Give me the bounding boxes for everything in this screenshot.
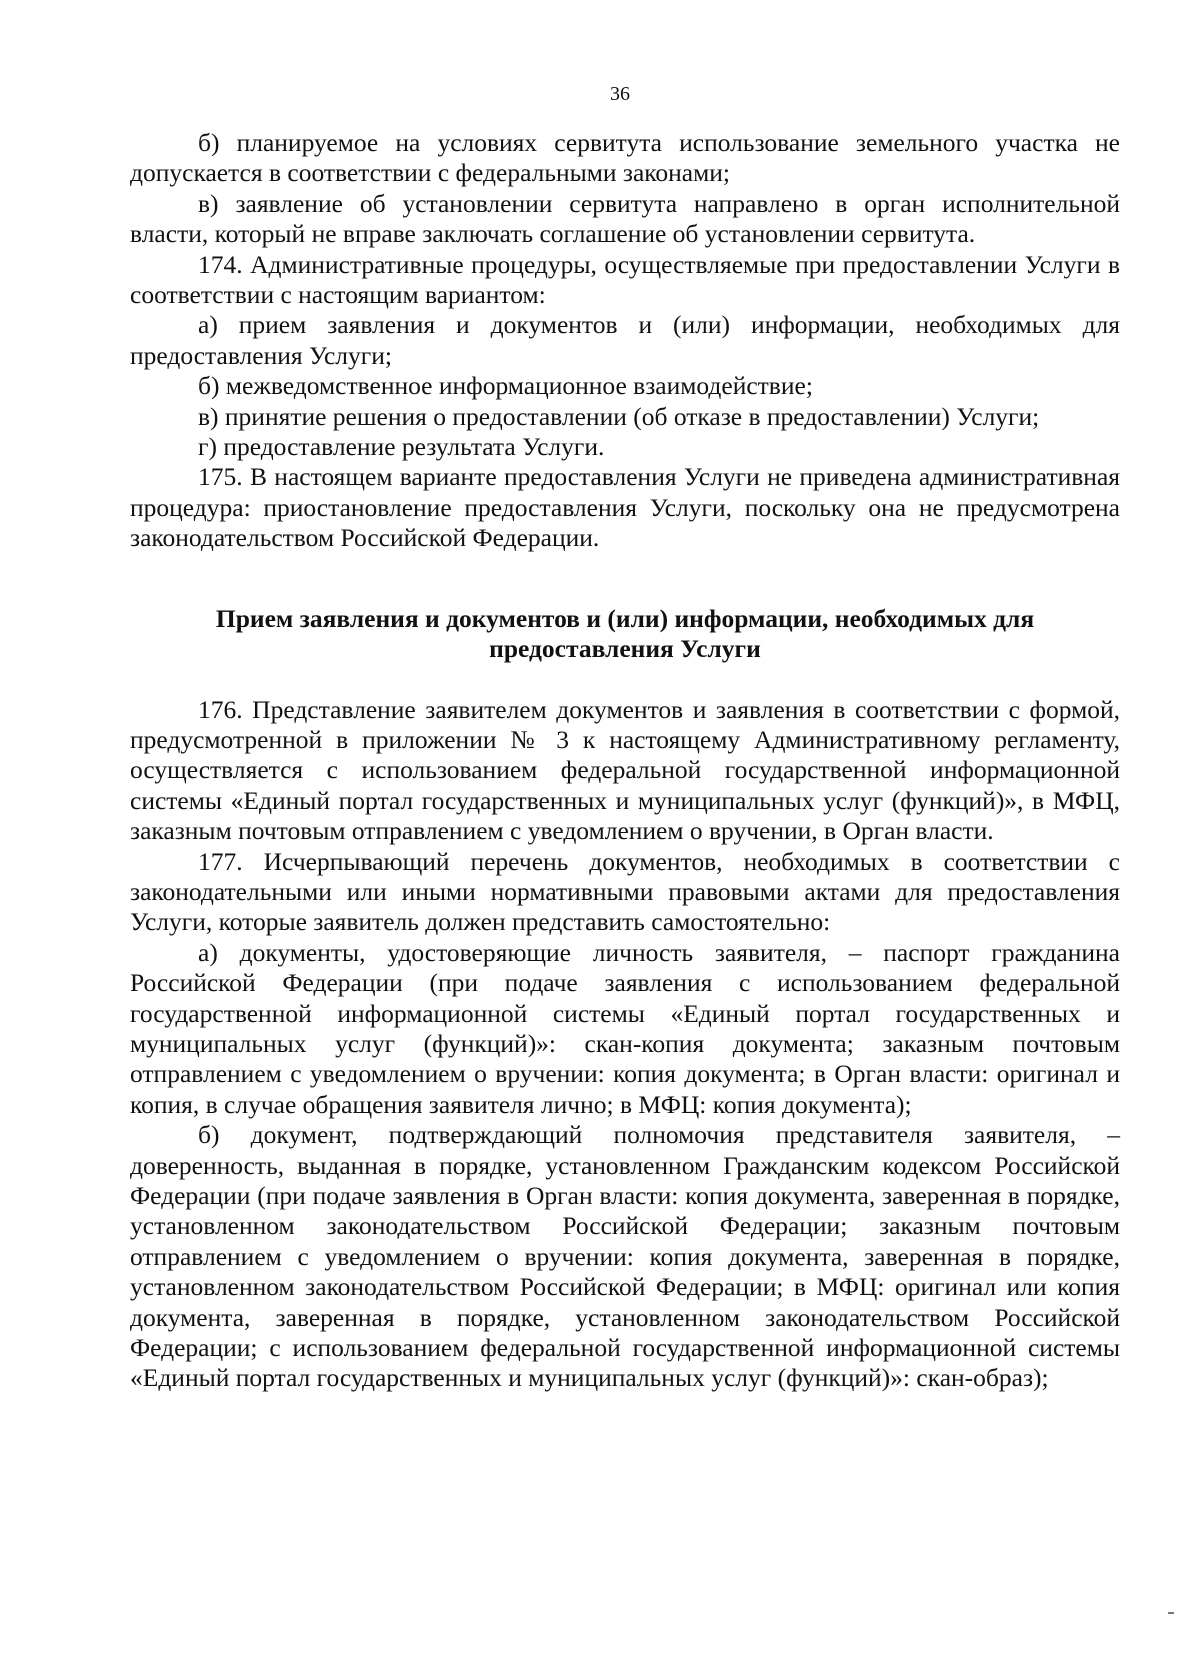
paragraph: 176. Представление заявителем документов и заявления в соответствии с формой, предусмотренной в приложении № 3 к настоящему Административному регламенту, осуществляется с использованием федеральной государственной информационной системы «Единый портал государственных и муниципальных услуг (функций)», в МФЦ, заказным почтовым отправлением с уведомлением о вручении, в Орган власти. bbox=[130, 694, 1120, 846]
paragraph: а) документы, удостоверяющие личность заявителя, – паспорт гражданина Российской Федерации (при подаче заявления с использованием федеральной государственной информационной системы «Единый портал государственных и муниципальных услуг (функций)»: скан-копия документа; заказным почтовым отправлением с уведомлением о вручении: копия документа; в Орган власти: оригинал и копия, в случае обращения заявителя лично; в МФЦ: копия документа); bbox=[130, 937, 1120, 1119]
spacer bbox=[130, 665, 1120, 695]
paragraph: 175. В настоящем варианте предоставления Услуги не приведена административная процедура: приостановление предоставления Услуги, поскольку она не предусмотрена законодательством Российской Федерации. bbox=[130, 462, 1120, 553]
paragraph: б) планируемое на условиях сервитута использование земельного участка не допускается в соответствии с федеральными законами; bbox=[130, 128, 1120, 188]
section-heading: Прием заявления и документов и (или) информации, необходимых для предоставления Услуги bbox=[215, 603, 1035, 664]
paragraph: г) предоставление результата Услуги. bbox=[198, 432, 605, 462]
document-body bbox=[130, 128, 1120, 1394]
paragraph: в) заявление об установлении сервитута направлено в орган исполнительной власти, который не вправе заключать соглашение об установлении сервитута. bbox=[130, 188, 1120, 249]
page-number: 36 bbox=[610, 83, 630, 105]
paragraph: 174. Административные процедуры, осуществляемые при предоставлении Услуги в соответствии с настоящим вариантом: bbox=[130, 249, 1120, 310]
paragraph: в) принятие решения о предоставлении (об отказе в предоставлении) Услуги; bbox=[198, 401, 1040, 431]
paragraph: 177. Исчерпывающий перечень документов, необходимых в соответствии с законодательными или иными нормативными правовыми актами для предоставления Услуги, которые заявитель должен представить самостоятельно: bbox=[130, 846, 1120, 937]
spacer bbox=[130, 554, 1120, 604]
scan-edge-mark bbox=[1168, 1612, 1174, 1614]
paragraph: б) документ, подтверждающий полномочия представителя заявителя, – доверенность, выданная в порядке, установленном Гражданским кодексом Российской Федерации (при подаче заявления в Орган власти: копия документа, заверенная в порядке, установленном законодательством Российской Федерации; заказным почтовым отправлением с уведомлением о вручении: копия документа, заверенная в порядке, установленном законодательством Российской Федерации; в МФЦ: оригинал или копия документа, заверенная в порядке, установленном законодательством Российской Федерации; с использованием федеральной государственной информационной системы «Единый портал государственных и муниципальных услуг (функций)»: скан-образ); bbox=[130, 1120, 1120, 1393]
paragraph: а) прием заявления и документов и (или) информации, необходимых для предоставления Услуги; bbox=[130, 310, 1120, 370]
paragraph: б) межведомственное информационное взаимодействие; bbox=[198, 371, 813, 401]
